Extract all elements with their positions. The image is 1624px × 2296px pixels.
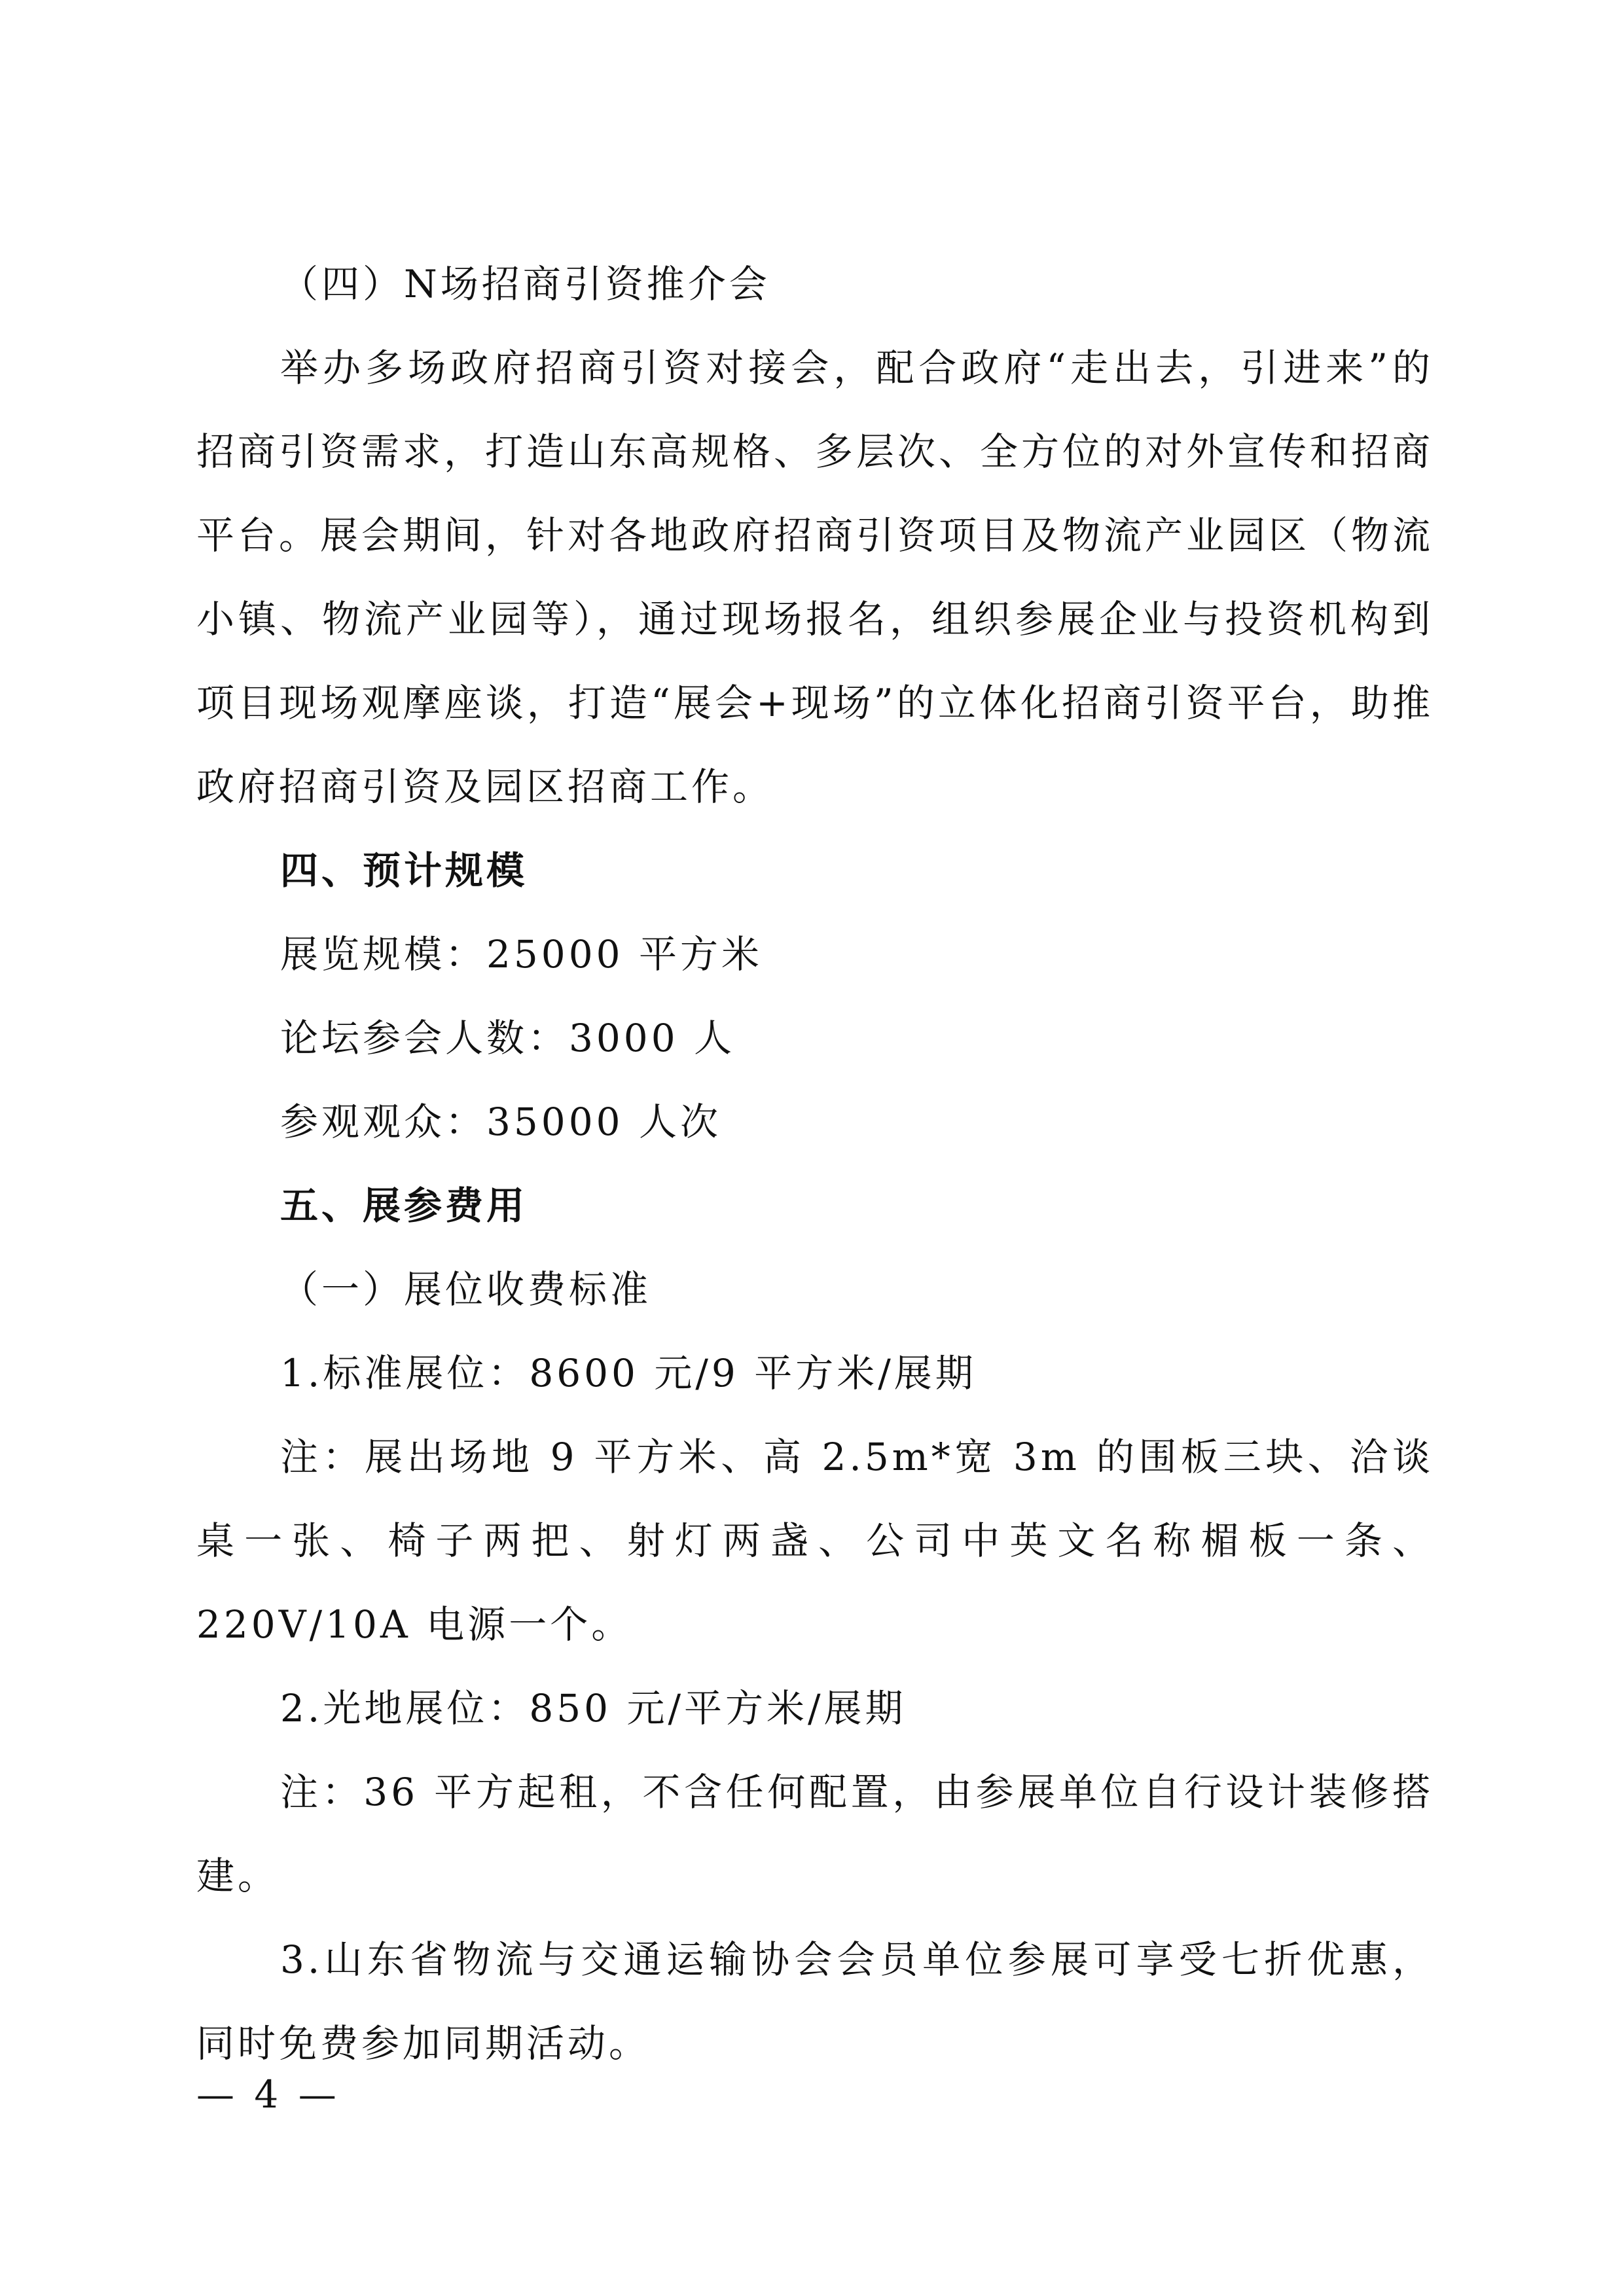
page-number: — 4 — [196, 2072, 340, 2117]
scale-visitors: 参观观众：35000 人次 [280, 1100, 721, 1144]
note-raw-space-booth: 注：36 平方起租，不含任何配置，由参展单位自行设计装修搭建。 [196, 1770, 1434, 1898]
document-body [196, 242, 1434, 2085]
body-paragraph-promotion: 举办多场政府招商引资对接会，配合政府“走出去，引进来”的招商引资需求，打造山东高规格、多层次、全方位的对外宣传和招商平台。展会期间，针对各地政府招商引资项目及物流产业园区（物流小镇、物流产业园等），通过现场报名，组织参展企业与投资机构到项目现场观摩座谈，打造“展会+现场”的立体化招商引资平台，助推政府招商引资及园区招商工作。 [196, 346, 1434, 809]
fee-raw-space-booth: 2.光地展位：850 元/平方米/展期 [280, 1686, 907, 1731]
member-discount: 3.山东省物流与交通运输协会会员单位参展可享受七折优惠，同时免费参加同期活动。 [196, 1937, 1434, 2066]
section-heading-fees: 五、展参费用 [280, 1183, 528, 1228]
subsection-title-booth-fees: （一）展位收费标准 [280, 1267, 652, 1312]
fee-standard-booth: 1.标准展位：8600 元/9 平方米/展期 [280, 1351, 977, 1395]
scale-exhibition-area: 展览规模：25000 平方米 [280, 932, 763, 977]
section-heading-expected-scale: 四、预计规模 [280, 848, 528, 893]
note-standard-booth: 注：展出场地 9 平方米、高 2.5m*宽 3m 的围板三块、洽谈桌一张、椅子两把、射灯两盏、公司中英文名称楣板一条、220V/10A 电源一个。 [196, 1435, 1434, 1647]
scale-forum-attendees: 论坛参会人数：3000 人 [280, 1016, 736, 1060]
subsection-title-n-promotion: （四）N场招商引资推介会 [280, 262, 770, 306]
